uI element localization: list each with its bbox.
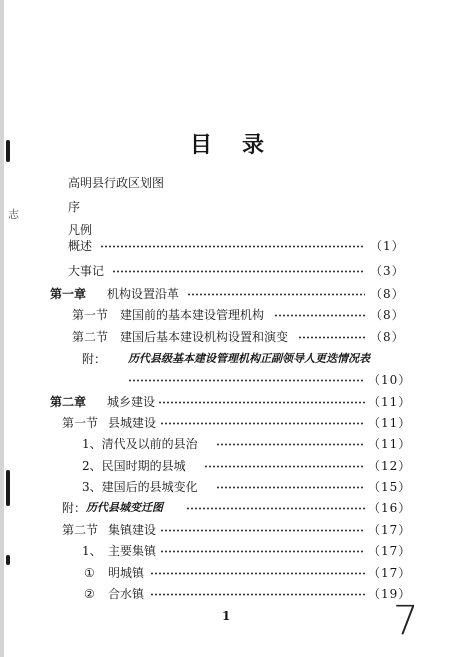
toc-prefix: 第二章 <box>50 395 87 409</box>
toc-label: 凡例 <box>68 223 93 237</box>
toc-label: 县城建设 <box>108 416 157 430</box>
toc-page: （16） <box>368 501 412 515</box>
toc-entry <box>0 393 450 411</box>
toc-page: （19） <box>368 587 412 601</box>
toc-entry <box>0 542 450 560</box>
toc-prefix: ① <box>84 566 95 580</box>
dot-leader <box>298 336 365 339</box>
toc-label: 1、清代及以前的县治 <box>82 437 198 451</box>
toc-entry <box>0 198 450 216</box>
toc-label: 2、民国时期的县城 <box>82 459 186 473</box>
toc-entry <box>0 457 450 475</box>
toc-label: 主要集镇 <box>108 544 157 558</box>
toc-page: （17） <box>368 523 412 537</box>
toc-page: （3） <box>370 264 405 278</box>
toc-prefix: 第一章 <box>50 287 87 301</box>
toc-label: 高明县行政区划图 <box>68 176 165 190</box>
dot-leader <box>150 593 365 596</box>
toc-entry <box>0 585 450 603</box>
toc-page: （12） <box>368 459 412 473</box>
dot-leader <box>204 465 365 468</box>
handwritten-mark: 7 <box>393 598 419 644</box>
toc-prefix: ② <box>84 587 95 601</box>
toc-entry <box>0 262 450 280</box>
toc-page: （8） <box>370 308 405 322</box>
toc-entry <box>0 478 450 496</box>
toc-entry <box>0 350 450 368</box>
dot-leader <box>216 443 365 446</box>
dot-leader <box>150 572 365 575</box>
toc-entry <box>0 435 450 453</box>
toc-label: 城乡建设 <box>107 395 156 409</box>
toc-label: 历代县级基本建设管理机构正副领导人更迭情况表 <box>128 352 370 365</box>
toc-page: （11） <box>368 395 412 409</box>
toc-page: （17） <box>368 544 412 558</box>
dot-leader <box>186 507 365 510</box>
dot-leader <box>216 486 365 489</box>
dot-leader <box>128 379 365 382</box>
toc-label: 明城镇 <box>108 566 145 580</box>
toc-label: 合水镇 <box>108 587 145 601</box>
toc-entry <box>0 328 450 346</box>
toc-page: （17） <box>368 566 412 580</box>
toc-label: 集镇建设 <box>108 523 157 537</box>
dot-leader <box>160 529 365 532</box>
toc-prefix: 附： <box>82 352 107 366</box>
toc-label: 序 <box>68 200 81 214</box>
toc-page: （15） <box>368 480 412 494</box>
toc-label: 概述 <box>68 239 93 253</box>
toc-page: （11） <box>368 416 412 430</box>
toc-label: 机构设置沿革 <box>107 287 180 301</box>
toc-entry <box>0 237 450 255</box>
binding-hole-mark <box>6 140 10 162</box>
dot-leader <box>187 293 365 296</box>
dot-leader <box>160 422 365 425</box>
page-number: 1 <box>222 609 231 623</box>
toc-page: （10） <box>368 373 412 387</box>
toc-prefix: 第一节 <box>62 416 99 430</box>
dot-leader <box>160 550 365 553</box>
toc-entry <box>0 306 450 324</box>
toc-page: （8） <box>370 330 405 344</box>
toc-label: 大事记 <box>68 264 105 278</box>
toc-prefix: 第二节 <box>72 330 109 344</box>
toc-entry <box>0 564 450 582</box>
toc-label: 历代县城变迁图 <box>86 501 163 514</box>
toc-label: 3、建国后的县城变化 <box>82 480 198 494</box>
page-title: 目录 <box>190 132 295 158</box>
toc-entry <box>0 414 450 432</box>
toc-label: 建国后基本建设机构设置和演变 <box>120 330 289 344</box>
dot-leader <box>274 314 365 317</box>
dot-leader <box>158 401 365 404</box>
toc-entry <box>0 285 450 303</box>
toc-entry <box>0 371 450 389</box>
toc-prefix: 第二节 <box>62 523 99 537</box>
toc-entry <box>0 521 450 539</box>
toc-page: （11） <box>368 437 412 451</box>
toc-prefix: 第一节 <box>72 308 109 322</box>
toc-label: 建国前的基本建设管理机构 <box>120 308 265 322</box>
toc-entry <box>0 499 450 517</box>
dot-leader <box>112 270 365 273</box>
toc-page: （8） <box>370 287 405 301</box>
toc-prefix: 1、 <box>82 544 102 558</box>
toc-page: （1） <box>370 239 405 253</box>
toc-entry <box>0 174 450 192</box>
dot-leader <box>100 245 365 248</box>
margin-mark: 志 <box>8 208 19 221</box>
toc-prefix: 附： <box>62 501 87 515</box>
